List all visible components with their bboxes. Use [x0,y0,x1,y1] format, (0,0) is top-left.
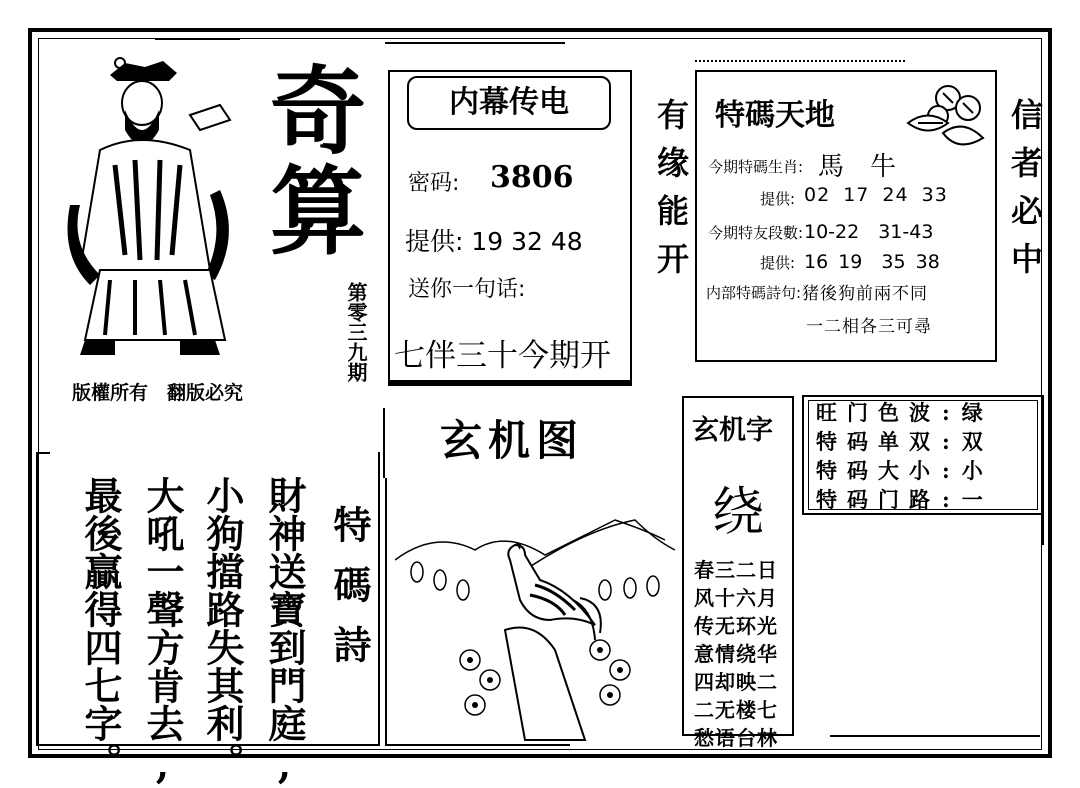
segment-label: 今期特友段數: [708,224,804,242]
xuanji-frame-left [682,396,684,736]
xuanji-char: 绕 [712,483,765,543]
diagram-frame-left [385,478,387,746]
xuanji-poem-row: 春三二日 [694,558,778,582]
poem-line-1: 財神送寶到門庭, [262,476,307,787]
poem-hint-label: 内部特碼詩句: [706,284,802,302]
xuanji-poem-row: 传无环光 [694,614,778,638]
xuanji-poem-row: 二无楼七 [694,698,778,722]
attribute-row: 特码单双: 双 [816,429,983,454]
issue-number: 第零三九期 [344,282,368,382]
diagram-title: 玄机图 [440,416,585,465]
provide1-value: 02 17 24 33 [804,184,948,206]
bottom-right-line [830,735,1040,737]
phrase-label: 送你一句话: [408,277,526,302]
provide2-value: 16 19 35 38 [804,251,940,273]
special-code-title: 特碼天地 [715,98,835,133]
title-char-1: 奇 [270,55,366,168]
provide2-label: 提供: [760,254,796,272]
attribute-row: 特码大小: 小 [816,458,983,483]
copyright-notice: 版權所有 翻版必究 [72,382,244,404]
top-line-left [155,38,240,40]
top-line-mid [385,42,565,44]
insider-title: 内幕传电 [407,76,611,130]
big-title [268,55,368,268]
poem-hint-line-2: 一二相各三可尋 [806,317,932,337]
zodiac-value: 馬 牛 [818,152,897,182]
provide1-label: 提供: [760,190,796,208]
segment-value: 10-22 31-43 [804,221,934,243]
xuanji-frame-right [792,396,794,736]
title-char-2: 算 [270,155,366,268]
xuanji-poem-row: 四却映二 [694,670,778,694]
insider-box-shadow [388,380,632,384]
xuanji-poem [694,556,778,752]
believe-vertical: 信者必中 [1006,98,1044,290]
god-of-wealth-figure [60,55,240,365]
poem-heading: 特碼詩 [327,505,372,685]
xuanji-title: 玄机字 [692,415,773,446]
provide-numbers: 提供: 19 32 48 [405,227,583,256]
poem-box-corner [36,452,50,454]
poem-line-2: 小狗擋路失其利。 [200,476,245,780]
attribute-row: 特码门路: 一 [816,487,983,512]
poem-hint-line-1: 猪後狗前兩不同 [802,284,928,304]
code-value: 3806 [490,160,574,195]
poem-box-divider [383,408,385,478]
code-label: 密码: [408,171,460,196]
poem-line-4: 最後贏得四七字。 [78,476,123,780]
fate-vertical: 有缘能开 [652,98,690,290]
rooster-landscape-illustration [395,510,685,745]
top-dotted-line [695,60,905,68]
xuanji-poem-row: 意情绕华 [694,642,778,666]
attribute-row: 旺门色波: 绿 [816,400,983,425]
poem-line-3: 大吼一聲方肯去, [140,476,185,787]
xuanji-poem-row: 愁语台林 [694,726,778,750]
zodiac-label: 今期特碼生肖: [708,158,804,176]
right-bottom-line [1042,515,1044,545]
xuanji-poem-row: 风十六月 [694,586,778,610]
phrase-text: 七伴三十今期开 [394,338,611,374]
xuanji-frame-top [682,396,794,398]
attributes-list [816,398,983,514]
flower-icon [898,78,988,158]
